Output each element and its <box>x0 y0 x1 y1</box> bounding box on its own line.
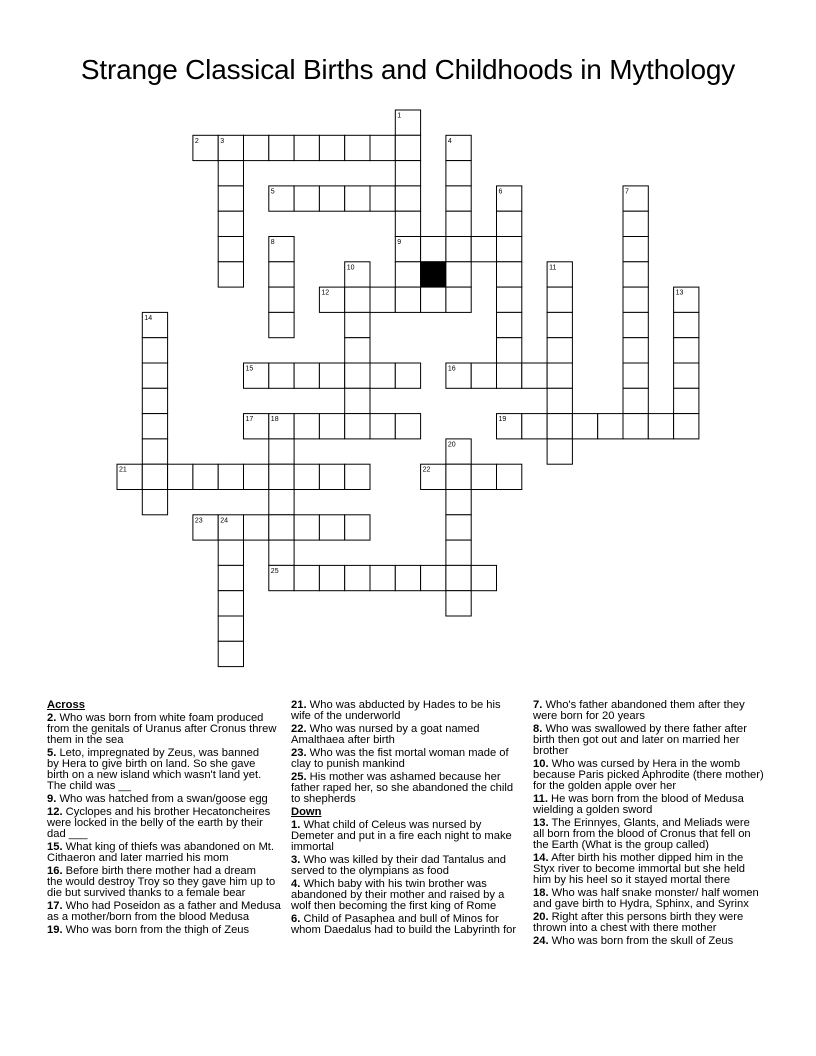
grid-cell <box>218 211 243 236</box>
grid-cell <box>345 363 370 388</box>
clue-text: Who was nursed by a goat named <box>309 723 480 735</box>
clue-text: immortal <box>291 841 334 853</box>
grid-cell <box>218 565 243 590</box>
cell-number-label: 13 <box>675 289 684 297</box>
cell-number-label: 16 <box>447 365 456 373</box>
clue-text: Who was born from the thigh of Zeus <box>65 924 250 936</box>
clue-line <box>47 781 287 792</box>
grid-cell <box>497 211 522 236</box>
clue-text: from the genitals of Uranus after Cronus threw <box>47 723 277 735</box>
grid-cell <box>674 312 699 337</box>
grid-cell <box>522 363 547 388</box>
clue-text: die but survived thanks to a female bear <box>47 887 246 899</box>
grid-cell <box>370 363 395 388</box>
clue-text: were locked in the belly of the earth by their <box>47 817 263 829</box>
grid-cell <box>370 186 395 211</box>
grid-cell <box>471 363 496 388</box>
clue-number: 13. <box>533 817 549 829</box>
clue-down-18 <box>533 888 773 910</box>
clue-number: 9. <box>47 793 57 805</box>
grid-cell <box>142 338 167 363</box>
grid-cell <box>269 439 294 464</box>
clue-text: Before birth there mother had a dream <box>65 865 256 877</box>
clue-number: 8. <box>533 723 543 735</box>
grid-cell <box>446 515 471 540</box>
grid-cell <box>395 211 420 236</box>
clue-line <box>291 925 527 936</box>
grid-cell <box>218 641 243 666</box>
grid-cell <box>522 414 547 439</box>
grid-cell <box>345 135 370 160</box>
grid-cell <box>218 464 243 489</box>
grid-cell <box>345 388 370 413</box>
clue-line <box>291 794 527 805</box>
clue-text: Child of Pasaphea and bull of Minos for <box>303 913 499 925</box>
clue-text: Styx river to become immortal but she held <box>533 863 746 875</box>
clue-text: for the golden apple over her <box>533 780 677 792</box>
clue-number: 2. <box>47 712 57 724</box>
clue-text: The child was __ <box>47 780 131 792</box>
clue-number: 6. <box>291 913 301 925</box>
cell-number-label: 24 <box>220 517 228 525</box>
grid-cell <box>471 237 496 262</box>
cell-number-label: 15 <box>245 365 254 373</box>
grid-cell <box>446 540 471 565</box>
clue-across-9 <box>47 794 287 805</box>
clue-line <box>533 840 773 851</box>
clue-line <box>533 735 773 746</box>
clue-across-17 <box>47 901 287 923</box>
clue-line <box>47 912 287 923</box>
down-heading: Down <box>291 806 322 818</box>
clue-number: 18. <box>533 887 549 899</box>
grid-cell <box>395 287 420 312</box>
clue-number: 23. <box>291 747 307 759</box>
clue-number: 12. <box>47 806 63 818</box>
clue-across-23 <box>291 748 527 770</box>
grid-cell <box>497 363 522 388</box>
grid-cell <box>269 287 294 312</box>
clue-text: Who was born from white foam produced <box>59 712 264 724</box>
clue-number: 16. <box>47 865 63 877</box>
grid-cell <box>623 287 648 312</box>
clue-text: were born for 20 years <box>533 710 645 722</box>
cell-number-label: 12 <box>321 289 330 297</box>
clue-down-7 <box>533 700 773 722</box>
grid-cell <box>446 464 471 489</box>
clue-text: Who was hatched from a swan/goose egg <box>59 793 268 805</box>
clue-down-10 <box>533 759 773 792</box>
grid-cell <box>395 135 420 160</box>
grid-cell <box>218 186 243 211</box>
clue-number: 22. <box>291 723 307 735</box>
grid-cell <box>547 388 572 413</box>
clue-number: 24. <box>533 935 549 947</box>
clue-line <box>533 711 773 722</box>
clue-line <box>291 735 527 746</box>
grid-cell <box>218 237 243 262</box>
grid-cell <box>269 540 294 565</box>
grid-cell <box>244 464 269 489</box>
clue-text: Amalthaea after birth <box>291 734 395 746</box>
clue-across-5 <box>47 748 287 792</box>
grid-cell <box>648 414 673 439</box>
cell-number-label: 18 <box>270 416 279 424</box>
clue-text: as a mother/born from the blood Medusa <box>47 911 250 923</box>
grid-cell <box>319 565 344 590</box>
clue-text: What child of Celeus was nursed by <box>303 819 482 831</box>
clue-number: 11. <box>533 793 548 805</box>
clue-text: him by his heel so it stayed mortal there <box>533 874 731 886</box>
grid-cell <box>345 464 370 489</box>
cell-number-label: 8 <box>270 239 275 246</box>
grid-cell <box>497 287 522 312</box>
clue-text: abandoned by their mother and raised by a <box>291 889 505 901</box>
grid-cell <box>244 515 269 540</box>
grid-cell <box>370 414 395 439</box>
clue-line <box>47 735 287 746</box>
grid-cell <box>572 414 597 439</box>
clue-text: whom Daedalus had to build the Labyrinth for <box>291 924 517 936</box>
grid-cell <box>319 135 344 160</box>
clue-text: What king of thiefs was abandoned on Mt. <box>65 841 275 853</box>
clue-number: 15. <box>47 841 63 853</box>
clue-text: Who was born from the skull of Zeus <box>551 935 734 947</box>
grid-cell <box>446 591 471 616</box>
grid-cell <box>269 490 294 515</box>
grid-cell <box>395 565 420 590</box>
grid-cell <box>497 338 522 363</box>
clue-column-2 <box>291 700 527 936</box>
grid-cell <box>446 262 471 287</box>
grid-cell <box>395 186 420 211</box>
clue-down-6 <box>291 914 527 936</box>
clue-text: because Paris picked Aphrodite (there mother) <box>533 769 764 781</box>
clue-text: wielding a golden sword <box>533 804 653 816</box>
clue-text: After birth his mother dipped him in the <box>551 852 744 864</box>
grid-cell <box>623 262 648 287</box>
clue-line <box>533 899 773 910</box>
cell-number-label: 5 <box>270 188 275 196</box>
cell-number-label: 7 <box>625 188 629 196</box>
clue-line <box>291 759 527 770</box>
grid-cell <box>623 414 648 439</box>
grid-cell <box>218 591 243 616</box>
clue-number: 4. <box>291 878 301 890</box>
clue-across-25 <box>291 772 527 805</box>
grid-cell <box>674 338 699 363</box>
clue-down-8 <box>533 724 773 757</box>
clue-line <box>47 853 287 864</box>
clue-text: Right after this persons birth they were <box>551 911 744 923</box>
cell-number-label: 22 <box>422 466 431 474</box>
grid-cell <box>370 565 395 590</box>
clue-text: father raped her, so she abandoned the child <box>291 782 514 794</box>
grid-cell <box>547 414 572 439</box>
grid-cell <box>623 211 648 236</box>
grid-cell <box>345 565 370 590</box>
grid-cell <box>218 161 243 186</box>
grid-cell <box>345 338 370 363</box>
cell-number-label: 1 <box>397 112 402 120</box>
cell-number-label: 25 <box>270 567 279 575</box>
grid-cell <box>446 490 471 515</box>
cell-number-label: 10 <box>346 264 355 272</box>
grid-cell <box>446 237 471 262</box>
clue-text: Which baby with his twin brother was <box>303 878 487 890</box>
grid-cell <box>370 135 395 160</box>
clue-text: Cyclopes and his brother Hecatoncheires <box>65 806 271 818</box>
clue-text: His mother was ashamed because her <box>309 771 501 783</box>
grid-cell <box>345 186 370 211</box>
cell-number-label: 3 <box>220 137 225 145</box>
grid-cell <box>142 464 167 489</box>
grid-cell <box>294 186 319 211</box>
grid-cell <box>294 363 319 388</box>
clue-line <box>533 875 773 886</box>
grid-cell <box>497 464 522 489</box>
grid-cell <box>345 414 370 439</box>
grid-cell <box>547 439 572 464</box>
clue-number: 1. <box>291 819 301 831</box>
grid-cell <box>446 287 471 312</box>
clue-number: 17. <box>47 900 63 912</box>
grid-cell <box>547 287 572 312</box>
clue-across-22 <box>291 724 527 746</box>
grid-cell <box>674 388 699 413</box>
grid-cell <box>142 414 167 439</box>
clue-text: Leto, impregnated by Zeus, was banned <box>59 747 260 759</box>
grid-cell <box>395 363 420 388</box>
grid-cell <box>218 262 243 287</box>
clue-line <box>291 842 527 853</box>
cell-number-label: 9 <box>397 239 402 246</box>
clue-number: 7. <box>533 699 543 711</box>
grid-cell <box>193 464 218 489</box>
grid-cell <box>421 237 446 262</box>
clue-text: Who was the fist mortal woman made of <box>309 747 509 759</box>
grid-cell <box>446 565 471 590</box>
grid-cell <box>623 237 648 262</box>
clue-number: 25. <box>291 771 307 783</box>
clue-across-16 <box>47 866 287 899</box>
clue-text: birth then got out and later on married her <box>533 734 740 746</box>
clue-line <box>533 805 773 816</box>
grid-cell <box>497 237 522 262</box>
clue-down-14 <box>533 853 773 886</box>
grid-cell <box>168 464 193 489</box>
grid-cell <box>547 363 572 388</box>
clue-number: 20. <box>533 911 549 923</box>
clue-text: He was born from the blood of Medusa <box>551 793 744 805</box>
clue-line <box>291 711 527 722</box>
clue-line <box>47 925 287 936</box>
clue-number: 3. <box>291 854 301 866</box>
clue-text: dad ___ <box>47 828 88 840</box>
cell-number-label: 11 <box>549 264 557 272</box>
grid-cell <box>319 363 344 388</box>
grid-cell <box>598 414 623 439</box>
grid-cell <box>395 414 420 439</box>
clue-text: Who was killed by their dad Tantalus and <box>303 854 506 866</box>
clue-text: Who was swallowed by there father after <box>545 723 747 735</box>
cell-number-label: 14 <box>144 314 153 322</box>
grid-cell <box>319 515 344 540</box>
grid-cell <box>269 464 294 489</box>
clue-text: Who was half snake monster/ half women <box>551 887 759 899</box>
clue-down-3 <box>291 855 527 877</box>
clue-across-15 <box>47 842 287 864</box>
clue-text: and gave birth to Hydra, Sphinx, and Syrinx <box>533 898 749 910</box>
clue-text: them in the sea <box>47 734 124 746</box>
grid-cell <box>623 388 648 413</box>
crossword-grid <box>116 109 726 669</box>
clue-across-19 <box>47 925 287 936</box>
cell-number-label: 21 <box>119 466 127 474</box>
clue-text: Who had Poseidon as a father and Medusa <box>65 900 281 912</box>
clue-across-21 <box>291 700 527 722</box>
grid-cell <box>421 287 446 312</box>
grid-cell <box>395 161 420 186</box>
clue-text: Cithaeron and later married his mom <box>47 852 229 864</box>
clue-down-20 <box>533 912 773 934</box>
grid-cell <box>623 363 648 388</box>
cell-number-label: 20 <box>447 441 456 449</box>
grid-cell <box>370 287 395 312</box>
grid-cell <box>218 540 243 565</box>
clue-line <box>47 794 287 805</box>
clue-line <box>291 901 527 912</box>
clue-number: 5. <box>47 747 57 759</box>
grid-cell <box>294 515 319 540</box>
grid-cell <box>421 565 446 590</box>
clue-text: Demeter and put in a fire each night to make <box>291 830 512 842</box>
clue-text: Who's father abandoned them after they <box>545 699 745 711</box>
grid-cell <box>497 312 522 337</box>
grid-cell <box>319 414 344 439</box>
clue-text: to shepherds <box>291 793 356 805</box>
grid-cell <box>319 464 344 489</box>
grid-cell <box>269 515 294 540</box>
clue-line <box>533 781 773 792</box>
cell-number-label: 19 <box>498 416 507 424</box>
clue-line <box>533 936 773 947</box>
cell-number-label: 6 <box>498 188 503 196</box>
grid-cell <box>294 135 319 160</box>
clue-across-12 <box>47 807 287 840</box>
across-heading: Across <box>47 699 85 711</box>
clue-text: birth on a new island which wasn't land yet. <box>47 769 262 781</box>
grid-cell <box>294 464 319 489</box>
grid-cell <box>142 363 167 388</box>
clue-text: wife of the underworld <box>291 710 401 722</box>
clue-line <box>533 923 773 934</box>
cell-number-label: 17 <box>245 416 254 424</box>
clue-down-13 <box>533 818 773 851</box>
clue-text: wolf then becoming the first king of Rome <box>291 900 497 912</box>
grid-cell <box>471 464 496 489</box>
grid-cell <box>345 287 370 312</box>
clue-line <box>533 746 773 757</box>
grid-cell <box>142 439 167 464</box>
clue-text: the would destroy Troy so they gave him up to <box>47 876 276 888</box>
grid-cell <box>319 186 344 211</box>
grid-cell <box>674 414 699 439</box>
clue-column-3 <box>533 700 773 947</box>
grid-cell <box>294 414 319 439</box>
grid-cell <box>345 515 370 540</box>
grid-cell <box>497 262 522 287</box>
clue-number: 14. <box>533 852 549 864</box>
grid-cell <box>269 135 294 160</box>
grid-cell <box>294 565 319 590</box>
grid-cell <box>269 312 294 337</box>
clue-down-24 <box>533 936 773 947</box>
clue-number: 10. <box>533 758 549 770</box>
grid-cell <box>547 312 572 337</box>
grid-cell <box>623 312 648 337</box>
clue-line <box>291 866 527 877</box>
cell-number-label: 2 <box>194 137 199 145</box>
grid-cell <box>218 616 243 641</box>
clue-line <box>47 829 287 840</box>
grid-cell <box>244 135 269 160</box>
clue-line <box>47 888 287 899</box>
clue-text: all born from the blood of Cronus that fell on <box>533 828 751 840</box>
clue-down-11 <box>533 794 773 816</box>
grid-cell <box>269 363 294 388</box>
clue-number: 19. <box>47 924 63 936</box>
page-title: Strange Classical Births and Childhoods in Mythology <box>80 54 736 85</box>
black-cell <box>421 262 446 287</box>
cell-number-label: 4 <box>447 137 452 145</box>
clue-across-2 <box>47 713 287 746</box>
grid-cell <box>269 262 294 287</box>
grid-cell <box>446 161 471 186</box>
clue-text: clay to punish mankind <box>291 758 405 770</box>
clue-text: brother <box>533 745 569 757</box>
grid-cell <box>623 338 648 363</box>
grid-cell <box>674 363 699 388</box>
cell-number-label: 23 <box>194 517 203 525</box>
clue-text: by Hera to give birth on land. So she gave <box>47 758 256 770</box>
grid-cell <box>446 186 471 211</box>
grid-cell <box>446 211 471 236</box>
clue-down-4 <box>291 879 527 912</box>
grid-cell <box>142 490 167 515</box>
clue-column-1 <box>47 700 287 936</box>
clue-down-1 <box>291 820 527 853</box>
grid-cell <box>142 388 167 413</box>
grid-cell <box>395 262 420 287</box>
clue-text: thrown into a chest with there mother <box>533 922 717 934</box>
grid-cell <box>547 338 572 363</box>
clue-text: the Earth (What is the group called) <box>533 839 709 851</box>
grid-cell <box>345 312 370 337</box>
clue-text: Who was abducted by Hades to be his <box>309 699 501 711</box>
grid-cell <box>471 565 496 590</box>
clue-text: Who was cursed by Hera in the womb <box>551 758 741 770</box>
clue-text: served to the olympians as food <box>291 865 449 877</box>
clue-text: The Erinnyes, Glants, and Meliads were <box>551 817 750 829</box>
clue-number: 21. <box>291 699 307 711</box>
